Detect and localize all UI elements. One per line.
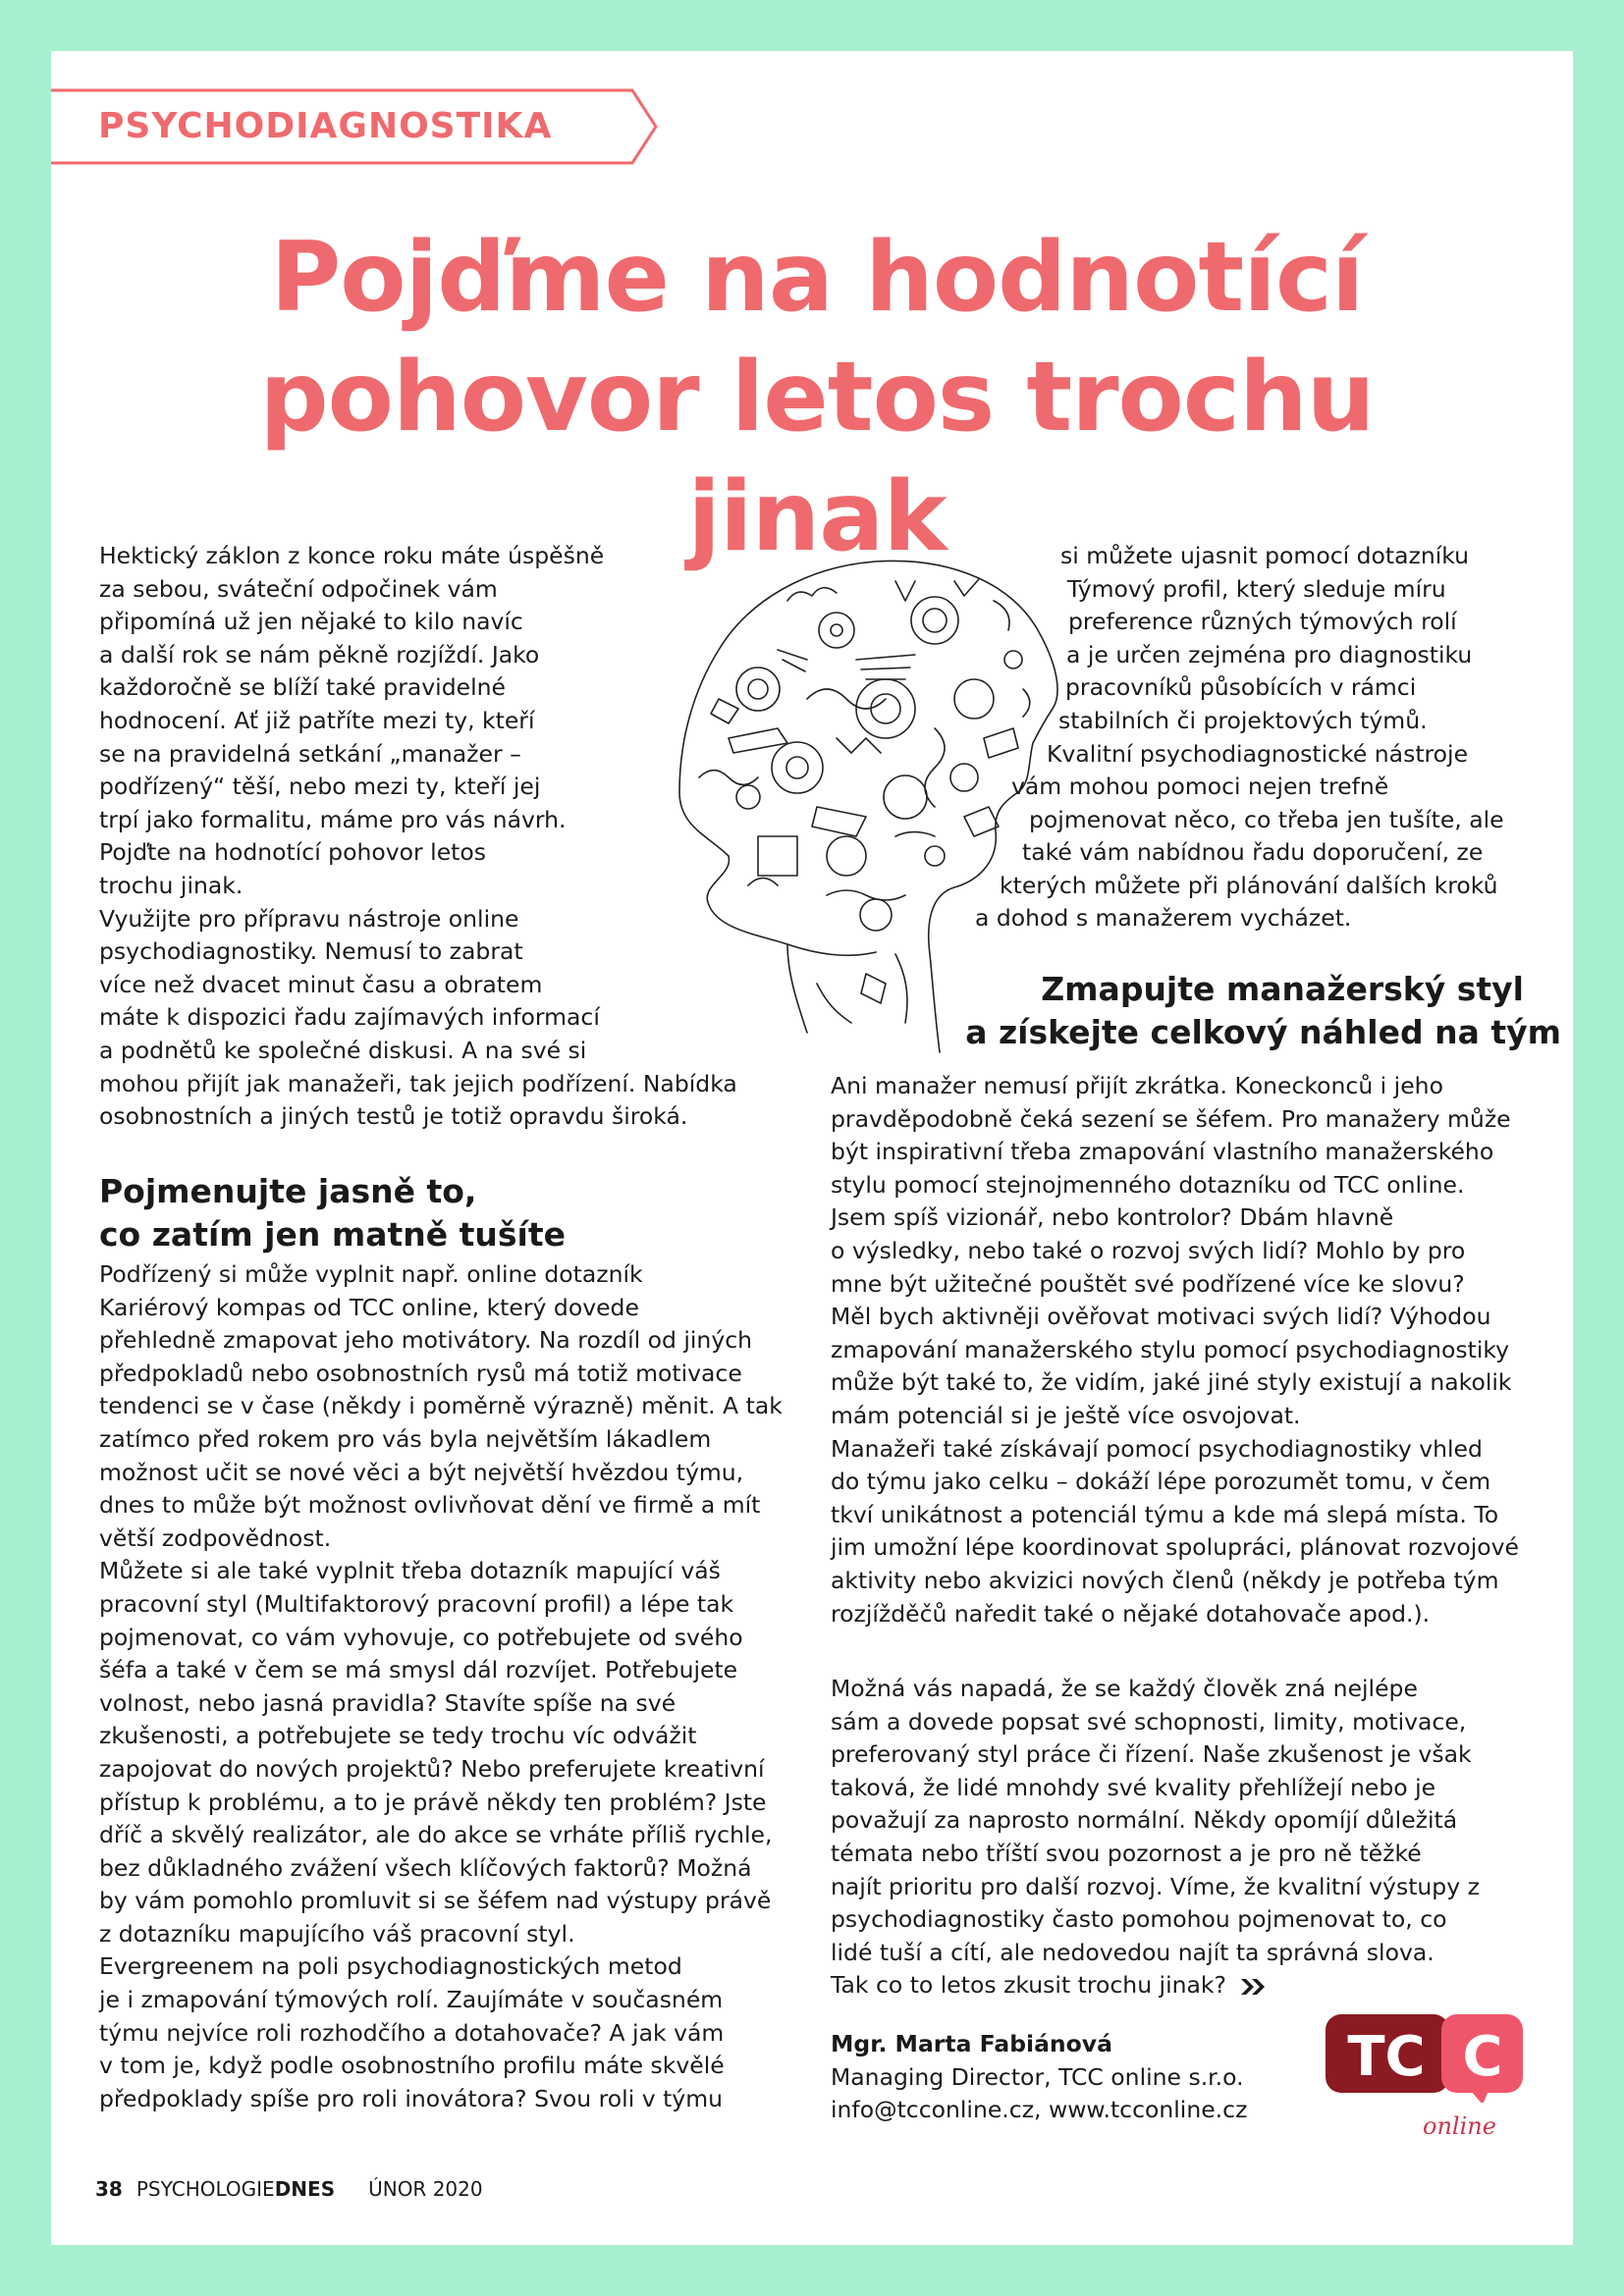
text-line: vám mohou pomoci nejen trefně (1011, 773, 1389, 800)
logo-letters-left: TC (1347, 2025, 1426, 2089)
text-line: zapojovat do nových projektů? Nebo preferujete kreativní (99, 1754, 765, 1783)
text-line: předpoklady spíše pro roli inovátora? Svou roli v týmu (99, 2084, 723, 2112)
text-line: trpí jako formalitu, máme pro vás návrh. (99, 805, 567, 833)
text-line: podřízený“ těší, nebo mezi ty, kteří jej (99, 773, 541, 801)
text-line: Pojďte na hodnotící pohovor letos (99, 838, 486, 867)
text-line: zatímco před rokem pro vás byla největším lákadlem (99, 1424, 712, 1453)
magazine-name-part1: PSYCHOLOGIE (135, 2177, 275, 2201)
double-chevron-right-icon (1239, 1977, 1267, 1997)
page-number: 38 (95, 2177, 123, 2201)
text-line: psychodiagnostiky často pomohou pojmenovat to, co (831, 1905, 1447, 1934)
text-line: trochu jinak. (99, 871, 244, 899)
text-line: tkví unikátnost a potenciál týmu a kde má slepá místa. To (831, 1500, 1499, 1528)
text-line: Týmový profil, který sleduje míru (1067, 575, 1446, 603)
text-line: každoročně se blíží také pravidelné (99, 673, 506, 702)
tcc-logo-mark (1324, 2012, 1525, 2103)
closing-question: Tak co to letos zkusit trochu jinak? (831, 1971, 1226, 2000)
text-line: připomíná už jen nějaké to kilo navíc (99, 608, 523, 636)
text-line: pojmenovat něco, co třeba jen tušíte, ale (1029, 806, 1504, 833)
text-line: preferovaný styl práce či řízení. Naše zkušenost je však (831, 1740, 1472, 1769)
text-line: dnes to může být možnost ovlivňovat dění ve firmě a mít (99, 1491, 761, 1520)
text-line: zkušenosti, a potřebujete se tedy trochu víc odvážit (99, 1722, 697, 1750)
headline-line-1: Pojďme na hodnotící (270, 222, 1364, 334)
logo-subtitle: online (1423, 2112, 1496, 2140)
text-line: Měl bych aktivněji ověřovat motivaci svých lidí? Výhodou (831, 1303, 1491, 1331)
text-line: za sebou, sváteční odpočinek vám (99, 574, 498, 603)
text-line: a další rok se nám pěkně rozjíždí. Jako (99, 640, 540, 668)
text-line: považují za naprosto normální. Někdy opomíjí důležitá (831, 1806, 1458, 1835)
closing-paragraph (831, 1673, 1480, 2002)
text-line: aktivity nebo akvizici nových členů (někdy je potřeba tým (831, 1566, 1499, 1594)
text-line: pravděpodobně čeká sezení se šéfem. Pro manažery může (831, 1104, 1511, 1133)
text-line: hodnocení. Ať již patříte mezi ty, kteří (99, 706, 535, 734)
text-line: sám a dovede popsat své schopnosti, limity, motivace, (831, 1707, 1467, 1735)
text-line: o výsledky, nebo také o rozvoj svých lidí? Mohlo by pro (831, 1236, 1466, 1264)
text-line: lidé tuší a cítí, ale nedovedou najít ta správná slova. (831, 1938, 1435, 1966)
text-line: Podřízený si může vyplnit např. online dotazník (99, 1260, 643, 1288)
text-line: být inspirativní třeba zmapování vlastního manažerského (831, 1138, 1494, 1166)
text-line: Ani manažer nemusí přijít zkrátka. Koneckonců i jeho (831, 1072, 1443, 1099)
text-line: bez důkladného zvážení všech klíčových faktorů? Možná (99, 1853, 752, 1882)
text-line: a je určen zejména pro diagnostiku (1066, 641, 1473, 668)
text-line: psychodiagnostiky. Nemusí to zabrat (99, 937, 523, 966)
text-line: si můžete ujasnit pomocí dotazníku (1060, 542, 1470, 569)
text-line: šéfa a také v čem se má smysl dál rozvíjet. Potřebujete (99, 1656, 738, 1684)
text-line: jim umožní lépe koordinovat spolupráci, plánovat rozvojové (831, 1533, 1519, 1562)
text-line: volnost, nebo jasná pravidla? Stavíte spíše na své (99, 1688, 677, 1717)
closing-last-line (831, 1969, 1480, 2002)
section-tag-label: PSYCHODIAGNOSTIKA (98, 106, 553, 146)
text-line: Možná vás napadá, že se každý člověk zná nejlépe (831, 1675, 1418, 1702)
text-line: je i zmapování týmových rolí. Zaujímáte v současném (99, 1986, 724, 2014)
section1-body (99, 1258, 783, 2115)
text-line: pracovníků působících v rámci (1065, 673, 1417, 701)
text-line: z dotazníku mapujícího váš pracovní styl. (99, 1919, 575, 1948)
text-line: větší zodpovědnost. (99, 1523, 332, 1552)
section2-heading-line-2: a získejte celkový náhled na tým (965, 1013, 1561, 1051)
text-line: pojmenovat, co vám vyhovuje, co potřebujete od svého (99, 1623, 743, 1651)
text-line: může být také to, že vidím, jaké jiné styly existují a nakolik (831, 1368, 1512, 1397)
text-line: Můžete si ale také vyplnit třeba dotazník mapující váš (99, 1557, 721, 1585)
logo-letter-right: C (1462, 2025, 1503, 2089)
text-line: pracovní styl (Multifaktorový pracovní profil) a lépe tak (99, 1589, 734, 1618)
author-role: Managing Director, TCC online s.r.o. (831, 2062, 1244, 2091)
text-line: Hektický záklon z konce roku máte úspěšně (99, 542, 605, 569)
section1-heading-line-1: Pojmenujte jasně to, (99, 1172, 477, 1210)
intro-left-text (99, 540, 737, 1134)
text-line: osobnostních a jiných testů je totiž opravdu široká. (99, 1102, 688, 1131)
text-line: tendenci se v čase (někdy i poměrně výrazně) měnit. A tak (99, 1392, 783, 1420)
text-line: Kvalitní psychodiagnostické nástroje (1047, 740, 1469, 768)
issue-date: ÚNOR 2020 (368, 2177, 483, 2201)
text-line: týmu nejvíce roli rozhodčího a dotahovače? A jak vám (99, 2018, 725, 2047)
text-line: témata nebo tříští svou pozornost a je pro ně těžké (831, 1839, 1422, 1867)
text-line: kterých můžete při plánování dalších kroků (1000, 872, 1498, 899)
text-line: rozjížděčů naředit také o nějaké dotahovače apod.). (831, 1599, 1431, 1628)
text-line: Manažeři také získávají pomocí psychodiagnostiky vhled (831, 1434, 1483, 1463)
text-line: mám potenciál si je ještě více osvojovat. (831, 1401, 1301, 1429)
text-line: se na pravidelná setkání „manažer – (99, 739, 521, 768)
magazine-name-part2: DNES (274, 2177, 336, 2201)
text-line: do týmu jako celku – dokáží lépe porozumět tomu, v čem (831, 1468, 1491, 1496)
section-tag (51, 88, 660, 165)
text-line: Kariérový kompas od TCC online, který dovede (99, 1293, 639, 1321)
text-line: mohou přijít jak manažeři, tak jejich podřízení. Nabídka (99, 1069, 737, 1097)
text-line: zmapování manažerského stylu pomocí psychodiagnostiky (831, 1335, 1510, 1363)
text-line: přístup k problému, a to je právě někdy ten problém? Jste (99, 1788, 767, 1816)
section1-heading-line-2: co zatím jen matně tušíte (99, 1215, 567, 1254)
text-line: stylu pomocí stejnojmenného dotazníku od TCC online. (831, 1170, 1465, 1199)
text-line: Využijte pro přípravu nástroje online (99, 904, 519, 933)
section1-heading (99, 1170, 566, 1256)
section2-heading-line-1: Zmapujte manažerský styl (1041, 970, 1524, 1008)
headline-line-2: pohovor letos trochu jinak (259, 342, 1375, 573)
section2-body (831, 1070, 1519, 1630)
text-line: a podnětů ke společné diskusi. A na své si (99, 1036, 587, 1064)
text-line: Jsem spíš vizionář, nebo kontrolor? Dbám hlavně (831, 1203, 1394, 1232)
text-line: taková, že lidé mnohdy své kvality přehlížejí nebo je (831, 1773, 1436, 1801)
text-line: máte k dispozici řadu zajímavých informací (99, 1003, 600, 1032)
author-name: Mgr. Marta Fabiánová (831, 2030, 1112, 2057)
text-line: také vám nabídnou řadu doporučení, ze (1022, 838, 1484, 866)
page-footer (95, 2174, 483, 2204)
author-contact[interactable]: info@tcconline.cz, www.tcconline.cz (831, 2096, 1248, 2124)
author-block (831, 2028, 1247, 2127)
text-line: najít prioritu pro další rozvoj. Víme, že kvalitní výstupy z (831, 1872, 1480, 1900)
section2-heading (943, 968, 1561, 1054)
magazine-page (51, 51, 1573, 2245)
text-line: více než dvacet minut času a obratem (99, 970, 543, 998)
text-line: v tom je, když podle osobnostního profilu máte skvělé (99, 2052, 725, 2080)
text-line: možnost učit se nové věci a být největší hvězdou týmu, (99, 1458, 744, 1486)
text-line: a dohod s manažerem vycházet. (975, 904, 1352, 932)
text-line: mne být užitečné pouštět své podřízené více ke slovu? (831, 1269, 1465, 1298)
text-line: Evergreenem na poli psychodiagnostických metod (99, 1952, 682, 1981)
text-line: stabilních či projektových týmů. (1058, 707, 1428, 734)
text-line: předpokladů nebo osobnostních rysů má totiž motivace (99, 1359, 742, 1387)
text-line: přehledně zmapovat jeho motivátory. Na rozdíl od jiných (99, 1326, 753, 1355)
text-line: preference různých týmových rolí (1068, 608, 1457, 635)
headline (130, 218, 1504, 577)
text-line: dříč a skvělý realizátor, ale do akce se vrháte příliš rychle, (99, 1821, 773, 1849)
text-line: by vám pomohlo promluvit si se šéfem nad výstupy právě (99, 1887, 772, 1915)
